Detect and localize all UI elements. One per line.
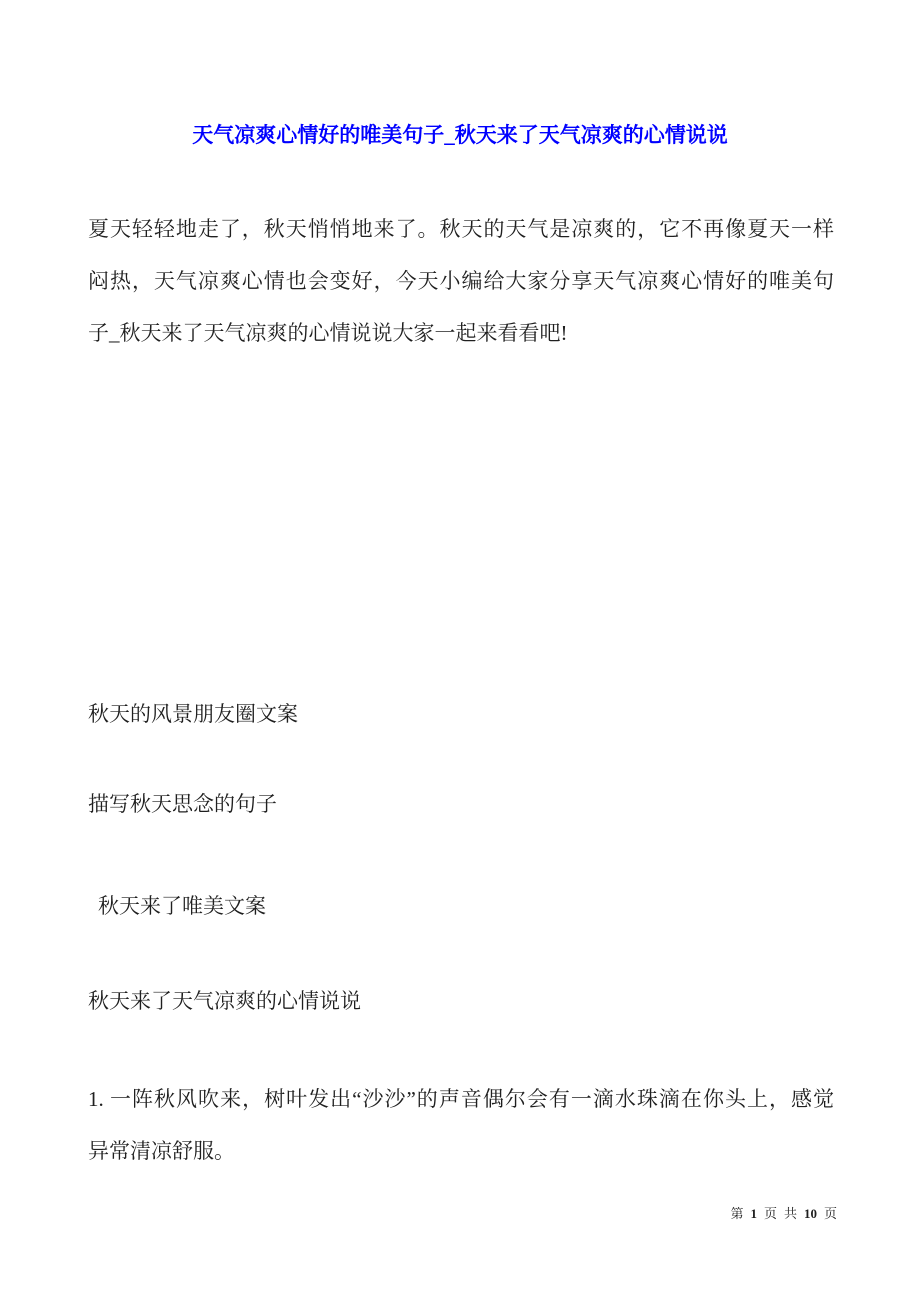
- document-title: 天气凉爽心情好的唯美句子_秋天来了天气凉爽的心情说说: [192, 123, 728, 147]
- footer-suffix-label: 页: [823, 1206, 837, 1221]
- intro-line-1: 夏天轻轻地走了，秋天悄悄地来了。秋天的天气是凉爽的，它不再像夏天一样: [88, 217, 834, 241]
- intro-line-3: 子_秋天来了天气凉爽的心情说说大家一起来看看吧!: [88, 321, 568, 345]
- total-pages-number: 10: [803, 1206, 817, 1221]
- list-item-1: [88, 1073, 834, 1177]
- list-item-1-line-2: 异常清凉舒服。: [88, 1139, 235, 1163]
- list-item-1-line-1: 1. 一阵秋风吹来，树叶发出“沙沙”的声音偶尔会有一滴水珠滴在你头上，感觉: [88, 1087, 834, 1111]
- related-article-line-1: 秋天的风景朋友圈文案: [88, 702, 298, 726]
- related-article-line-4: 秋天来了天气凉爽的心情说说: [88, 989, 361, 1013]
- intro-paragraph: [88, 203, 834, 359]
- intro-line-2: 闷热，天气凉爽心情也会变好，今天小编给大家分享天气凉爽心情好的唯美句: [88, 269, 834, 293]
- page-footer: [730, 1205, 837, 1222]
- footer-conjunction-label: 共: [783, 1206, 797, 1221]
- related-article-line-2: 描写秋天思念的句子: [88, 792, 277, 816]
- related-article-line-3: 秋天来了唯美文案: [98, 894, 266, 918]
- current-page-number: 1: [750, 1206, 757, 1221]
- footer-page-label: 页: [763, 1206, 777, 1221]
- footer-prefix-label: 第: [730, 1206, 744, 1221]
